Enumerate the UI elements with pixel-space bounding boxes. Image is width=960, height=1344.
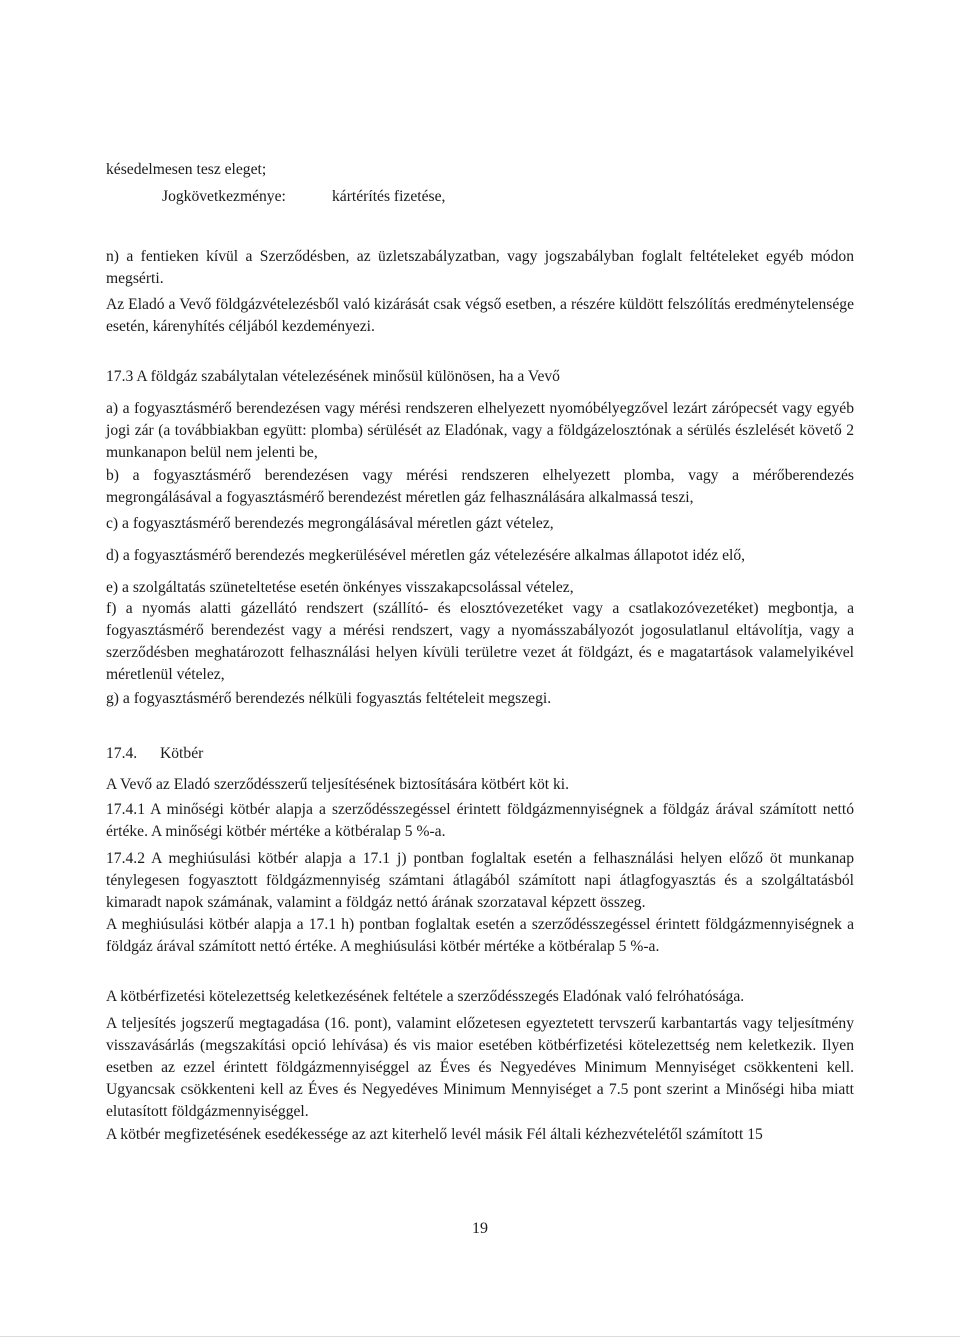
late-fulfilment-line: késedelmesen tesz eleget; <box>106 161 267 178</box>
section-17-4-2: 17.4.2 A meghiúsulási kötbér alapja a 17.1 j) pontban foglaltak esetén a felhasználási helyen előző öt munkanap ténylegesen fogyasztott földgázmennyiség számtani átlagából számított napi átlagfogyasztás és a szolgáltatásból kimaradt napok számának, valamint a földgáz nettó árának szorzataval képzett összeg. <box>106 850 854 911</box>
exclusion-paragraph: Az Eladó a Vevő földgázvételezésből való kizárását csak végső esetben, a részére küldött felszólítás eredménytelensége esetén, kárenyhítés céljából kezdeményezi. <box>106 296 854 335</box>
section-17-3-item-f: f) a nyomás alatti gázellátó rendszert (szállító- és elosztóvezetéket vagy a csatlakozóvezetéket) megbontja, a fogyasztásmérő berendezést vagy a mérési rendszert, vagy a nyomásszabályozót jogosulatlanul eltávolítja, vagy a szerződésben meghatározott felhasználási helyen kívüli területre vezet át földgázt, és e magatartások valamelyikével méretlenül vételez, <box>106 600 854 683</box>
section-17-4-1: 17.4.1 A minőségi kötbér alapja a szerződésszegéssel érintett földgázmennyiségnek a földgáz árával számított nettó értéke. A minőségi kötbér mértéke a kötbéralap 5 %-a. <box>106 801 854 840</box>
page-bottom-edge <box>0 1336 960 1337</box>
section-17-4-title: Kötbér <box>160 745 204 762</box>
item-n-paragraph: n) a fentieken kívül a Szerződésben, az üzletszabályzatban, vagy jogszabályban foglalt feltételeket egyéb módon megsérti. <box>106 248 854 287</box>
consequence-value: kártérítés fizetése, <box>332 188 446 205</box>
section-17-4-number: 17.4. <box>106 745 138 762</box>
section-17-3-item-b: b) a fogyasztásmérő berendezésen vagy mérési rendszeren elhelyezett plomba, vagy a mérőberendezés megrongálásával a fogyasztásmérő berendezést méretlen gáz felhasználására alkalmassá teszi, <box>106 467 854 506</box>
section-17-3-item-a: a) a fogyasztásmérő berendezésen vagy mérési rendszeren elhelyezett nyomóbélyegzővel lezárt zárópecsét vagy egyéb jogi zár (a továbbiakban együtt: plomba) sérülését az Eladónak, vagy a földgázelosztónak a sérülés észlelését követő 2 munkanapon belül nem jelenti be, <box>106 400 854 461</box>
penalty-due-paragraph: A kötbér megfizetésének esedékessége az azt kiterhelő levél másik Fél általi kézhezvételétől számított 15 <box>106 1126 763 1143</box>
section-17-4-intro: A Vevő az Eladó szerződésszerű teljesítésének biztosítására kötbért köt ki. <box>106 776 570 793</box>
section-17-3-heading: 17.3 A földgáz szabálytalan vételezésének minősül különösen, ha a Vevő <box>106 368 560 385</box>
section-17-3-item-e: e) a szolgáltatás szüneteltetése esetén önkényes visszakapcsolással vételez, <box>106 579 574 596</box>
page-number: 19 <box>472 1220 488 1237</box>
delay-penalty-paragraph: A meghiúsulási kötbér alapja a 17.1 h) pontban foglaltak esetén a szerződésszegéssel érintett földgázmennyiségnek a földgáz árával számított nettó értéke. A meghiúsulási kötbér mértéke a kötbéralap 5 %-a. <box>106 916 854 955</box>
consequence-label: Jogkövetkezménye: <box>162 188 286 205</box>
penalty-condition-paragraph: A kötbérfizetési kötelezettség keletkezésének feltétele a szerződésszegés Eladónak való felróhatósága. <box>106 988 745 1005</box>
section-17-3-item-d: d) a fogyasztásmérő berendezés megkerülésével méretlen gáz vételezésére alkalmas állapotot idéz elő, <box>106 547 746 564</box>
section-17-3-item-g: g) a fogyasztásmérő berendezés nélküli fogyasztás feltételeit megszegi. <box>106 690 552 707</box>
section-17-3-item-c: c) a fogyasztásmérő berendezés megrongálásával méretlen gázt vételez, <box>106 515 554 532</box>
no-penalty-paragraph: A teljesítés jogszerű megtagadása (16. pont), valamint előzetesen egyeztetett tervszerű karbantartás vagy teljesítmény visszavásárlás (megszakítási opció lehívása) és vis maior esetében kötbérfizetési kötelezettség nem keletkezik. Ilyen esetben az ezzel érintett földgázmennyiséggel az Éves és Negyedéves Minimum Mennyiséget csökkenteni kell. Ugyancsak csökkenteni kell az Éves és Negyedéves Minimum Mennyiséget a 7.5 pont szerint a Minőségi hiba miatt elutasított földgázmennyiséggel. <box>106 1015 854 1120</box>
